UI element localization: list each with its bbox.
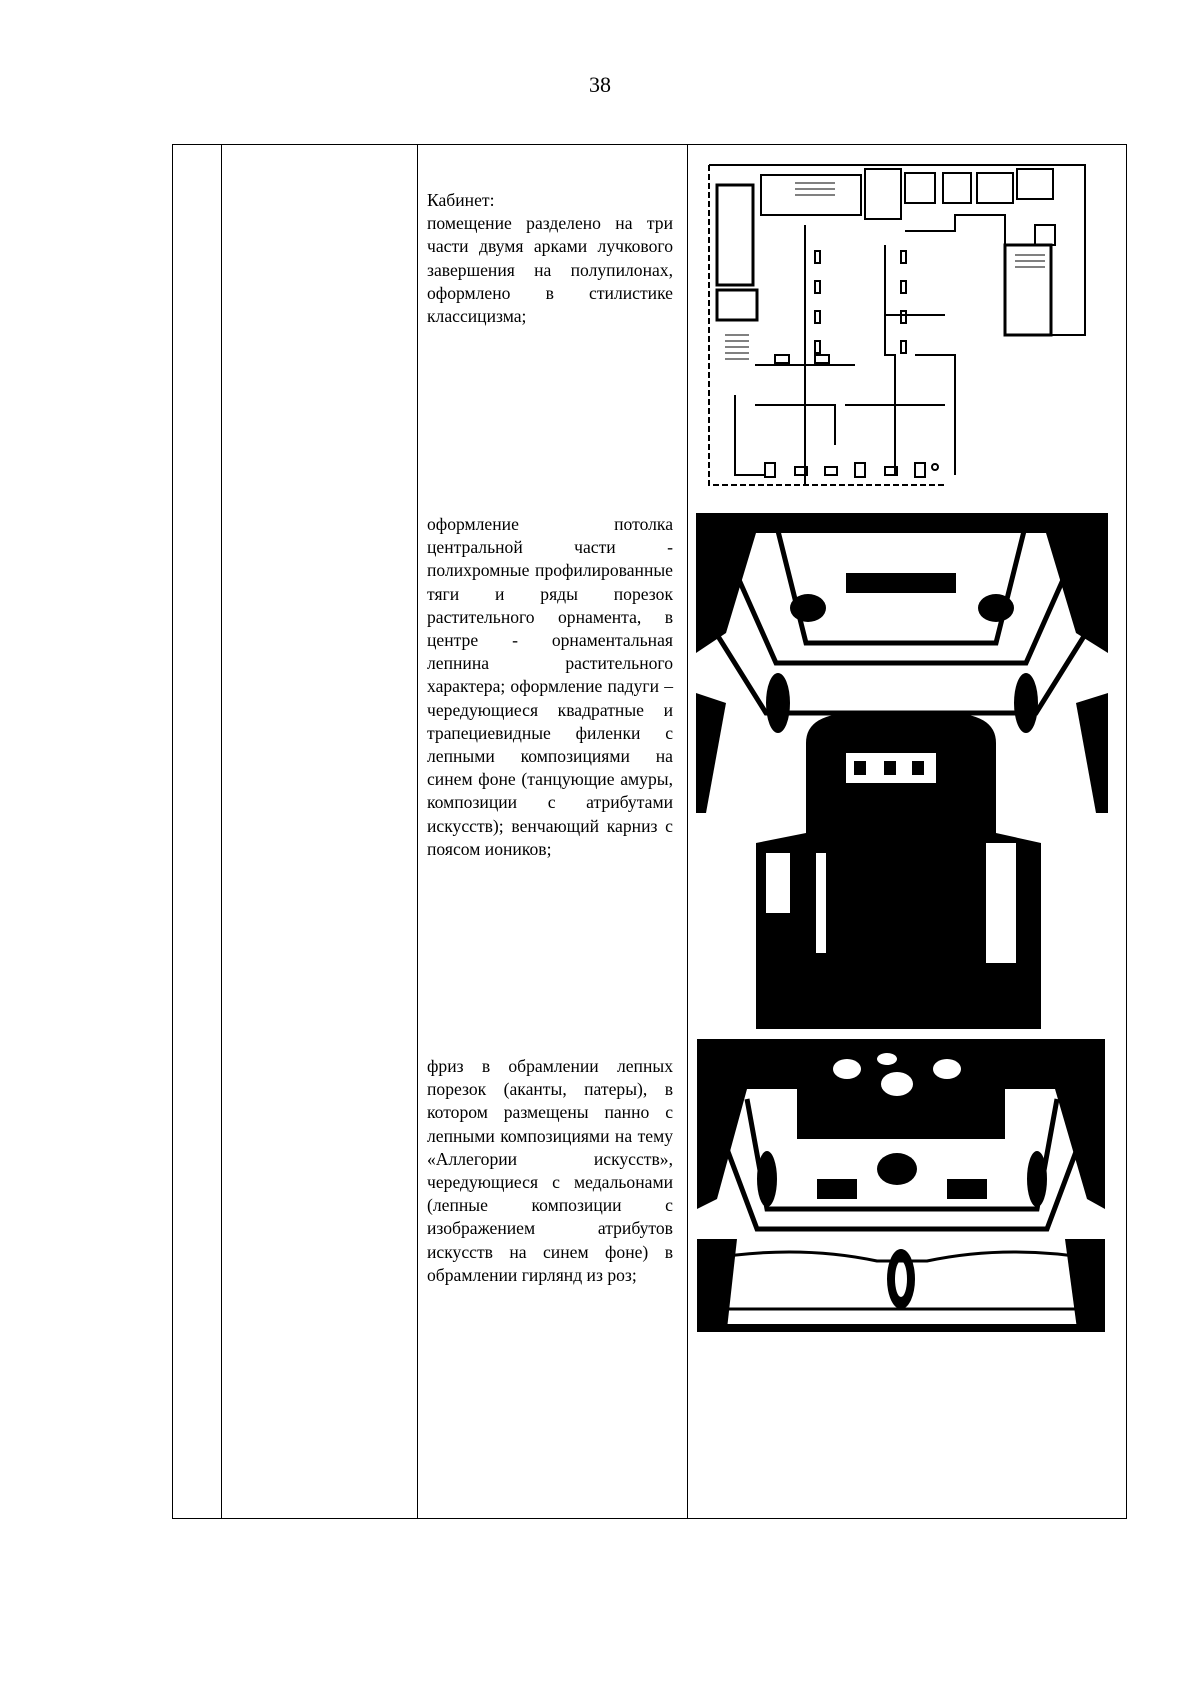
ceiling-photo-image xyxy=(696,513,1108,1029)
column-divider-2 xyxy=(417,145,418,1518)
cabinet-heading: Кабинет: xyxy=(427,190,495,210)
ceiling-text: оформление потолка центральной части - полихромные профилированные тяги и ряды порезок растительного орнамента, в центре - орнаментальная лепнина растительного характера; оформление падуги – чередующиеся квадратные и трапециевидные филенки с лепными композициями на синем фоне (танцующие амуры, композиции с атрибутами искусств); венчающий карниз с поясом иоников; xyxy=(427,514,673,859)
column-divider-3 xyxy=(687,145,688,1518)
cabinet-text: помещение разделено на три части двумя арками лучкового завершения на полупилонах, оформлено в стилистике классицизма; xyxy=(427,213,673,327)
frieze-photo xyxy=(697,1039,1105,1343)
frieze-photo-image xyxy=(697,1039,1105,1343)
page-number: 38 xyxy=(589,72,611,97)
ceiling-description xyxy=(427,513,673,861)
floor-plan-drawing xyxy=(705,155,1107,499)
description-table xyxy=(172,144,1127,1519)
ceiling-photo xyxy=(696,513,1108,1029)
frieze-description xyxy=(427,1055,673,1287)
column-divider-1 xyxy=(221,145,222,1518)
cabinet-description xyxy=(427,189,673,328)
floor-plan-figure xyxy=(705,155,1107,499)
frieze-text: фриз в обрамлении лепных порезок (аканты, патеры), в котором размещены панно с лепными композициями на тему «Аллегории искусств», чередующиеся с медальонами (лепные композиции с изображением атрибутов искусств на синем фоне) в обрамлении гирлянд из роз; xyxy=(427,1056,673,1285)
